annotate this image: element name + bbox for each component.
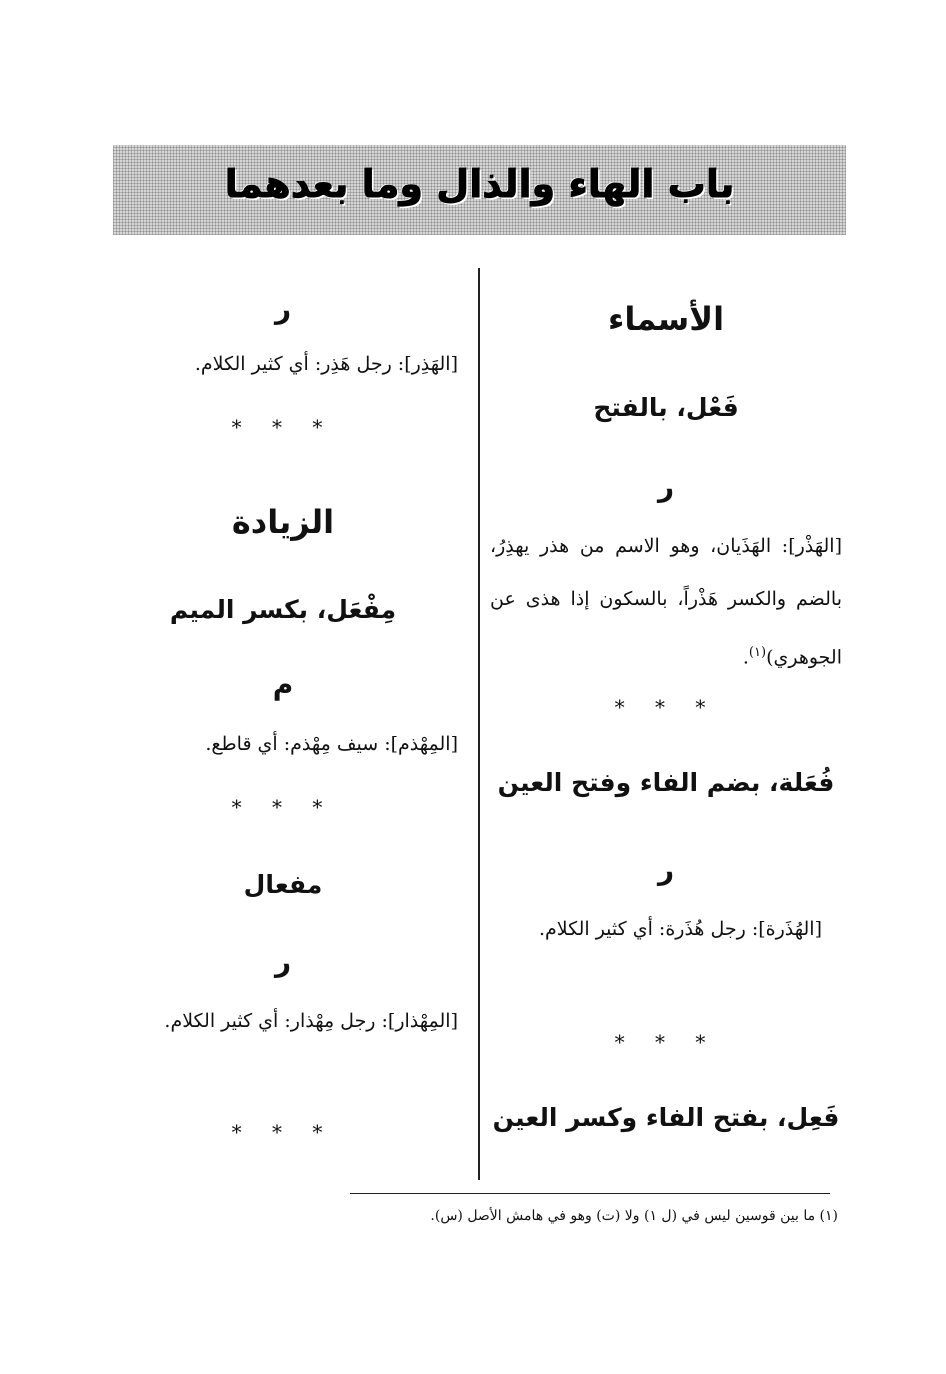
separator-stars: * * * [231, 415, 335, 439]
footnote-ref[interactable]: (١) [748, 645, 767, 660]
pattern-heading-fail: فَعِل، بفتح الفاء وكسر العين [492, 1103, 840, 1132]
letter-heading: ر [274, 945, 292, 978]
pattern-heading-fuala: فُعَلة، بضم الفاء وفتح العين [497, 768, 835, 797]
footnote: (١) ما بين قوسين ليس في (ل ١) ولا (ت) وهو في هامش الأصل (س). [430, 1208, 838, 1224]
letter-heading: ر [657, 853, 675, 886]
chapter-banner [113, 145, 846, 235]
entry-hudhara: [الهُذَرة]: رجل هُذَرة: أي كثير الكلام. [538, 918, 822, 940]
entry-hadhir: [الهَذِر]: رجل هَذِر: أي كثير الكلام. [194, 353, 458, 375]
pattern-heading-mifal: مِفْعَل، بكسر الميم [169, 595, 397, 624]
pattern-heading-mifaal: مفعال [243, 870, 323, 899]
column-divider [478, 268, 480, 1180]
chapter-title: باب الهاء والذال وما بعدهما [224, 162, 735, 206]
entry-mihdham: [المِهْذم]: سيف مِهْذم: أي قاطع. [205, 733, 458, 755]
entry-hadhr-end: . [742, 646, 749, 669]
entry-hadhr [490, 520, 842, 684]
section-heading-names: الأسماء [607, 300, 725, 338]
footnote-rule [350, 1193, 830, 1194]
section-heading-additions: الزيادة [231, 503, 335, 541]
separator-stars: * * * [614, 695, 718, 719]
letter-heading: ر [274, 292, 292, 325]
letter-heading: ر [657, 470, 675, 503]
separator-stars: * * * [231, 795, 335, 819]
letter-heading: م [272, 668, 294, 701]
entry-mihdhar: [المِهْذار]: رجل مِهْذار: أي كثير الكلام. [164, 1010, 458, 1032]
separator-stars: * * * [614, 1030, 718, 1054]
entry-hadhr-text: [الهَذْر]: الهَذَيان، وهو الاسم من هذر يهذِرُ، بالضم والكسر هَذْراً، بالسكون إذا هذى عن الجوهري) [490, 535, 842, 669]
pattern-heading-fal: فَعْل، بالفتح [593, 393, 739, 422]
separator-stars: * * * [231, 1120, 335, 1144]
